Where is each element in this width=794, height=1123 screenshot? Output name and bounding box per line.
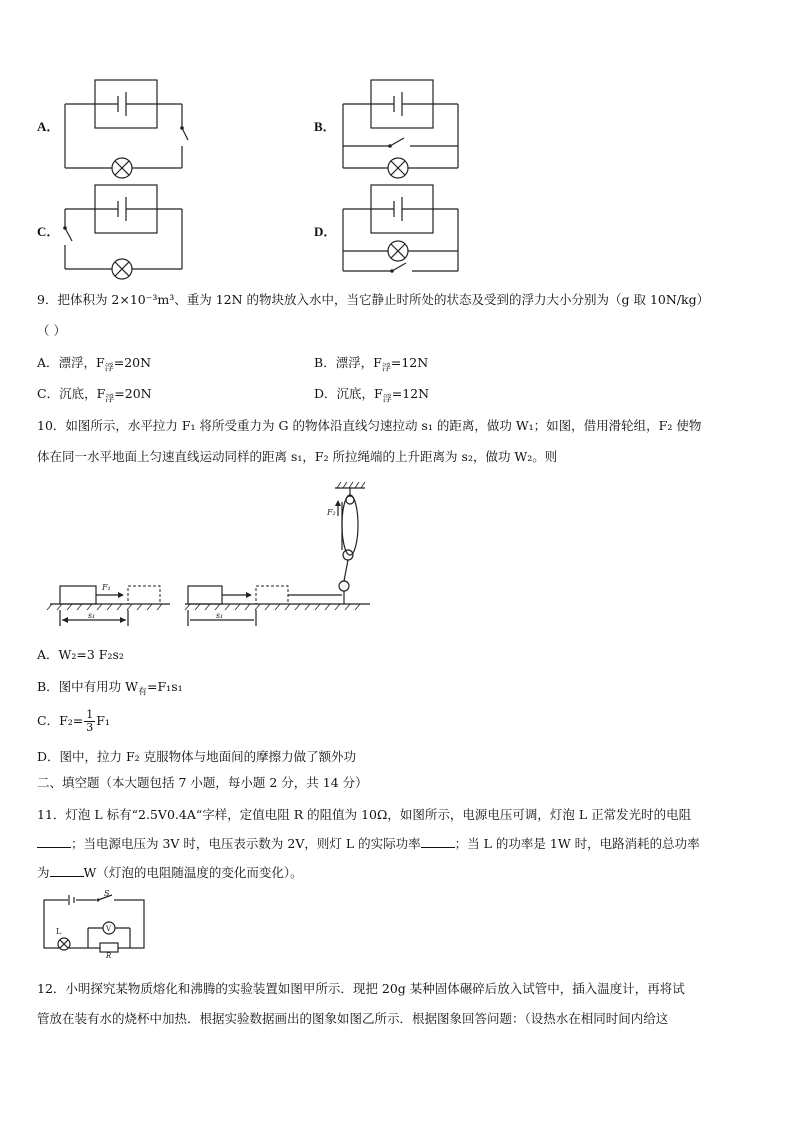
pulley-figure — [50, 480, 380, 630]
circuit-diagram-d — [338, 183, 468, 283]
q11-stem-line2: ；当电源电压为 3V 时，电压表示数为 2V，则灯 L 的实际功率 ；当 L 的功率是 1W 时，电路消耗的总功率 — [37, 835, 700, 853]
q10-stem-line2: 体在同一水平地面上匀速直线运动同样的距离 s₁，F₂ 所拉绳端的上升距离为 s₂，做功 W₂。则 — [37, 449, 558, 464]
resistor-r-label: R — [106, 952, 112, 960]
q9-option-c: C．沉底，$F_浮=20N$ — [37, 386, 152, 405]
circuit-diagram-a — [60, 78, 190, 178]
q10-option-c: C．F₂= $\frac{1}{3}$ F₁ — [37, 708, 110, 734]
circuit-diagram-c — [60, 183, 190, 283]
voltmeter-v-label: V — [106, 925, 112, 933]
answer-blank-3 — [50, 864, 84, 877]
f1-label: F₁ — [102, 583, 111, 592]
q10-option-b: B．图中有用功 $W_有=F_1s_1$ — [37, 679, 183, 698]
q9-option-b: B．漂浮，$F_浮=12N$ — [314, 355, 429, 374]
q9-option-d: D．沉底，$F_浮=12N$ — [314, 386, 430, 405]
q10-option-d: D．图中，拉力 F₂ 克服物体与地面间的摩擦力做了额外功 — [37, 749, 357, 764]
q10-stem-line1: 10．如图所示，水平拉力 F₁ 将所受重力为 G 的物体沿直线匀速拉动 s₁ 的距离，做功 W₁；如图，借用滑轮组，F₂ 使物 — [37, 418, 702, 433]
q11-circuit-figure — [40, 889, 150, 960]
answer-blank-2 — [421, 835, 455, 848]
q11-stem-line1: 11．灯泡 L 标有“2.5V0.4A“字样，定值电阻 R 的阻值为 10Ω，如图所示，电源电压可调，灯泡 L 正常发光时的电阻 — [37, 807, 692, 822]
q12-stem-line2: 管放在装有水的烧杯中加热．根据实验数据画出的图象如图乙所示．根据图象回答问题：（设热水在相同时间内给这 — [37, 1011, 669, 1026]
option-b-label: B． — [314, 119, 336, 134]
switch-s-label: S — [104, 889, 110, 898]
q9-stem-bracket: （ ） — [37, 323, 66, 338]
option-a-label: A． — [37, 119, 60, 134]
f2-label: F₂ — [327, 508, 336, 517]
answer-blank-1 — [37, 835, 71, 848]
s1-right-label: s₁ — [216, 611, 224, 620]
section-title: 二、填空题（本大题包括 7 小题，每小题 2 分，共 14 分） — [37, 775, 368, 790]
option-c-label: C． — [37, 224, 60, 239]
q9-option-a: A．漂浮，$F_浮=20N$ — [37, 355, 152, 374]
q11-stem-line3: 为 W（灯泡的电阻随温度的变化而变化）。 — [37, 865, 303, 880]
circuit-diagram-b — [338, 78, 468, 178]
q10-option-a: A．W₂=3 F₂s₂ — [37, 647, 124, 662]
fraction-one-third: $\frac{1}{3}$ — [86, 708, 94, 734]
q9-stem: 9．把体积为 2×10⁻³m³、重为 12N 的物块放入水中，当它静止时所处的状态及受到的浮力大小分别为（g 取 10N/kg） — [37, 292, 710, 307]
s1-left-label: s₁ — [88, 611, 96, 620]
option-d-label: D． — [314, 224, 337, 239]
lamp-l-label: L — [56, 927, 62, 936]
q12-stem-line1: 12．小明探究某物质熔化和沸腾的实验装置如图甲所示．现把 20g 某种固体碾碎后放入试管中，插入温度计，再将试 — [37, 981, 685, 996]
